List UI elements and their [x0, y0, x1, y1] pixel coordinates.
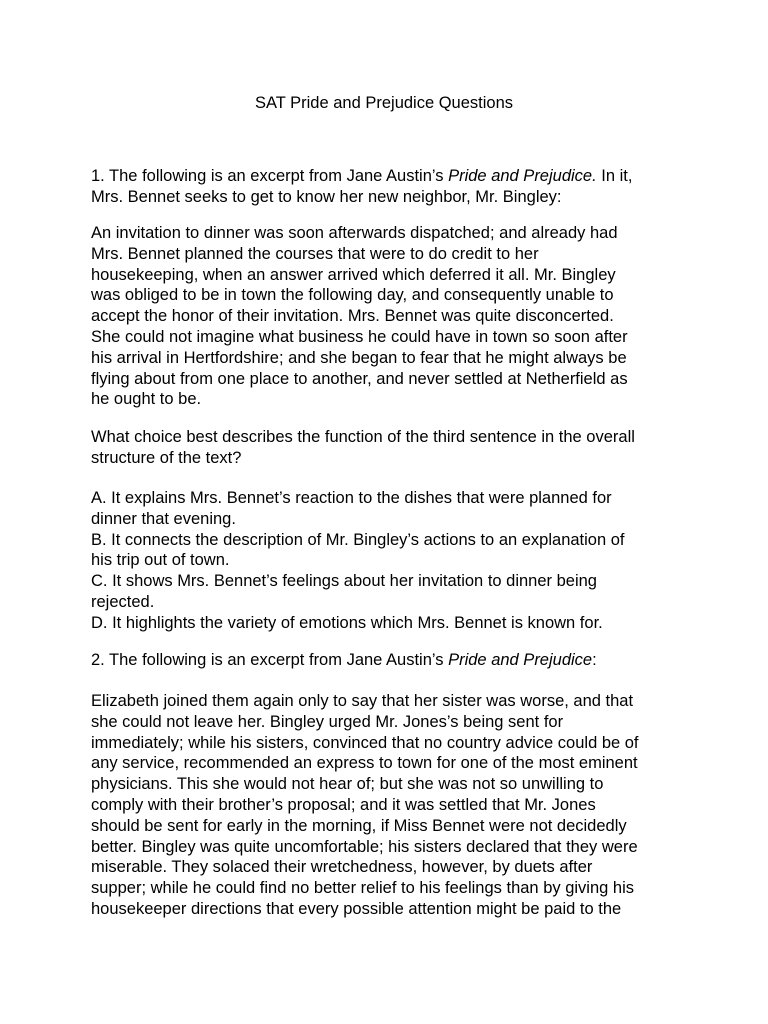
- passage-line: better. Bingley was quite uncomfortable; his sisters declared that they were: [91, 837, 638, 856]
- passage-line: miserable. They solaced their wretchedness, however, by duets after: [91, 858, 593, 877]
- question-2-intro: [91, 650, 681, 671]
- passage-line: physicians. This she would not hear of; but she was not so unwilling to: [91, 775, 604, 794]
- passage-line: his arrival in Hertfordshire; and she began to fear that he might always be: [91, 348, 627, 367]
- passage-line: he ought to be.: [91, 390, 202, 409]
- book-title-italic: Pride and Prejudice: [448, 651, 593, 669]
- option-d-line-1: D. It highlights the variety of emotions which Mrs. Bennet is known for.: [91, 613, 603, 632]
- document-title: SAT Pride and Prejudice Questions: [254, 94, 514, 112]
- passage-line: supper; while he could find no better relief to his feelings than by giving his: [91, 879, 634, 898]
- question-1-intro-line-2: Mrs. Bennet seeks to get to know her new neighbor, Mr. Bingley:: [91, 187, 562, 206]
- passage-line: housekeeper directions that every possible attention might be paid to the: [91, 899, 622, 918]
- intro-text: In it,: [596, 167, 633, 185]
- question-1-intro-line-1: [91, 166, 681, 187]
- passage-line: housekeeping, when an answer arrived which deferred it all. Mr. Bingley: [91, 265, 616, 284]
- question-1-intro: [91, 166, 681, 208]
- option-a-line-2: dinner that evening.: [91, 509, 236, 528]
- passage-line: Mrs. Bennet planned the courses that were to do credit to her: [91, 244, 539, 263]
- question-2-passage: [91, 691, 681, 920]
- passage-line: should be sent for early in the morning, if Miss Bennet were not decidedly: [91, 816, 627, 835]
- question-line: What choice best describes the function of the third sentence in the overall: [91, 428, 635, 446]
- passage-line: was obliged to be in town the following day, and consequently unable to: [91, 286, 614, 305]
- passage-line: she could not leave her. Bingley urged Mr. Jones’s being sent for: [91, 712, 564, 731]
- intro-text: :: [592, 651, 597, 669]
- question-1-options: [91, 488, 681, 634]
- question-1-passage: [91, 223, 681, 410]
- passage-line: She could not imagine what business he could have in town so soon after: [91, 327, 628, 346]
- intro-text: 1. The following is an excerpt from Jane Austin’s: [91, 167, 449, 185]
- passage-line: comply with their brother’s proposal; and it was settled that Mr. Jones: [91, 795, 596, 814]
- option-b-line-2: his trip out of town.: [91, 551, 230, 570]
- option-b-line-1: B. It connects the description of Mr. Bingley’s actions to an explanation of: [91, 530, 625, 549]
- book-title-italic: Pride and Prejudice.: [448, 167, 597, 185]
- passage-line: flying about from one place to another, and never settled at Netherfield as: [91, 369, 628, 388]
- intro-text: 2. The following is an excerpt from Jane Austin’s: [91, 651, 449, 669]
- passage-line: immediately; while his sisters, convinced that no country advice could be of: [91, 733, 639, 752]
- question-line: structure of the text?: [91, 448, 242, 467]
- question-2-intro-line-1: [91, 650, 681, 671]
- passage-line: any service, recommended an express to town for one of the most eminent: [91, 754, 638, 773]
- passage-line: An invitation to dinner was soon afterwards dispatched; and already had: [91, 224, 618, 242]
- question-1-prompt: [91, 427, 681, 469]
- option-a-line-1: A. It explains Mrs. Bennet’s reaction to the dishes that were planned for: [91, 489, 612, 507]
- passage-line: accept the honor of their invitation. Mrs. Bennet was quite disconcerted.: [91, 307, 614, 326]
- passage-line: Elizabeth joined them again only to say that her sister was worse, and that: [91, 692, 634, 710]
- option-c-line-1: C. It shows Mrs. Bennet’s feelings about her invitation to dinner being: [91, 572, 597, 591]
- option-c-line-2: rejected.: [91, 592, 155, 611]
